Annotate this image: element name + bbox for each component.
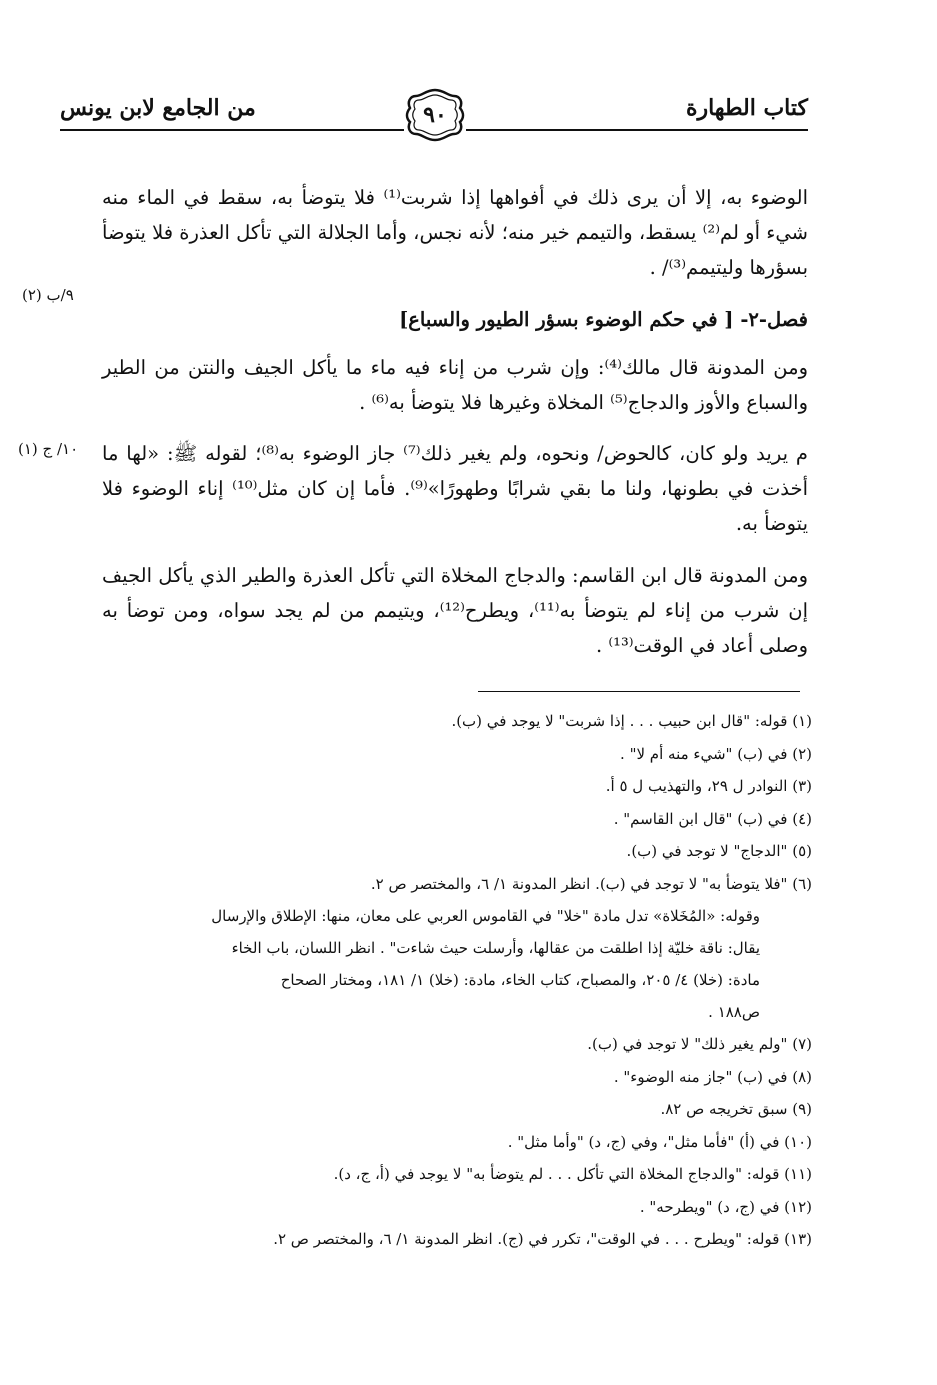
page-number: ٩٠ — [423, 102, 447, 128]
page-header — [60, 85, 808, 147]
footnote: (٤) في (ب) "قال ابن القاسم" . — [613, 809, 812, 828]
paragraph: ومن المدونة قال مالك⁽⁴⁾: وإن شرب من إناء فيه ماء ما يأكل الجيف والنتن من الطير والسباع والأوز والدجاج⁽⁵⁾ المخلاة وغيرها فلا يتوضأ به⁽⁶⁾ . — [102, 356, 809, 414]
page-number-badge — [404, 87, 466, 143]
footnote: (٥) "الدجاج" لا توجد في (ب). — [626, 842, 812, 860]
footnote: (١١) قوله: "والدجاج المخلاة التي تأكل . . . لم يتوضأ به" لا يوجد في (أ، ج، د). — [333, 1165, 812, 1183]
paragraph: الوضوء به، إلا أن يرى ذلك في أفواهها إذا شربت⁽¹⁾ فلا يتوضأ به، سقط في الماء منه شيء أو لم⁽²⁾ يسقط، والتيمم خير منه؛ لأنه نجس، وأما الجلالة التي تأكل العذرة فلا يتوضأ بسؤرها وليتيمم⁽³⁾/ . — [102, 186, 808, 279]
footnote: (٩) سبق تخريجه ص ٨٢. — [660, 1100, 812, 1118]
footnote-separator — [478, 691, 800, 692]
footnote-continuation: وقوله: «المُخَلاة» تدل مادة "خلا" في القاموس العربي على معان، منها: الإطلاق والإرسال يقال: ناقة خليّة إذا اطلقت من عقالها، وأرسلت حيث شاءت" . انظر اللسان، باب الخاء مادة: (خلا) ٤/ ٢٠٥، والمصباح، كتاب الخاء، مادة: (خلا) ١/ ١٨١، ومختار الصحاح ص١٨٨ . — [211, 907, 760, 1021]
footnote: (٨) في (ب) "جاز منه الوضوء" . — [613, 1067, 812, 1086]
margin-note: ١٠/ ج (١) — [18, 440, 79, 458]
footnote: (١٢) في (ج، د) "ويطرحه" . — [639, 1197, 812, 1216]
running-source-title: من الجامع لابن يونس — [60, 95, 256, 121]
footnote: (٣) النوادر ل ٢٩، والتهذيب ل ٥ أ. — [605, 777, 812, 795]
section-heading: فصل-٢- [ في حكم الوضوء بسؤر الطيور والسباع] — [399, 308, 808, 331]
book-title: كتاب الطهارة — [685, 95, 808, 121]
paragraph: م يريد ولو كان، كالحوض/ ونحوه، ولم يغير ذلك⁽⁷⁾ جاز الوضوء به⁽⁸⁾؛ لقوله ﷺ: «لها ما أخذت في بطونها، ولنا ما بقي شرابًا وطهورًا»⁽⁹⁾. فأما إن كان مثل⁽¹⁰⁾ إناء الوضوء فلا يتوضأ به. — [102, 442, 809, 535]
footnote: (٦) "فلا يتوضأ به" لا توجد في (ب). انظر المدونة ١/ ٦، والمختصر ص ٢. — [370, 874, 812, 893]
margin-note: ٩/ب (٢) — [22, 286, 74, 304]
footnotes — [100, 705, 812, 1256]
paragraph: ومن المدونة قال ابن القاسم: والدجاج المخلاة التي تأكل العذرة والطير الذي يأكل الجيف إن شرب من إناء لم يتوضأ به⁽¹¹⁾، ويطرح⁽¹²⁾، ويتيمم من لم يجد سواه، ومن توضأ به وصلى أعاد في الوقت⁽¹³⁾ . — [102, 564, 808, 657]
footnote: (١٣) قوله: "ويطرح . . . في الوقت"، تكرر في (ج). انظر المدونة ١/ ٦، والمختصر ص ٢. — [273, 1230, 812, 1248]
footnote: (١٠) في (أ) "فأما مثل"، وفي (ج، د) "وأما مثل" . — [507, 1132, 812, 1151]
footnote: (٢) في (ب) "شيء منه أم لا" . — [620, 744, 812, 763]
footnote: (٧) "ولم يغير ذلك" لا توجد في (ب). — [587, 1035, 812, 1053]
footnote: (١) قوله: "قال ابن حبيب . . . إذا شربت" لا يوجد في (ب). — [451, 712, 812, 730]
